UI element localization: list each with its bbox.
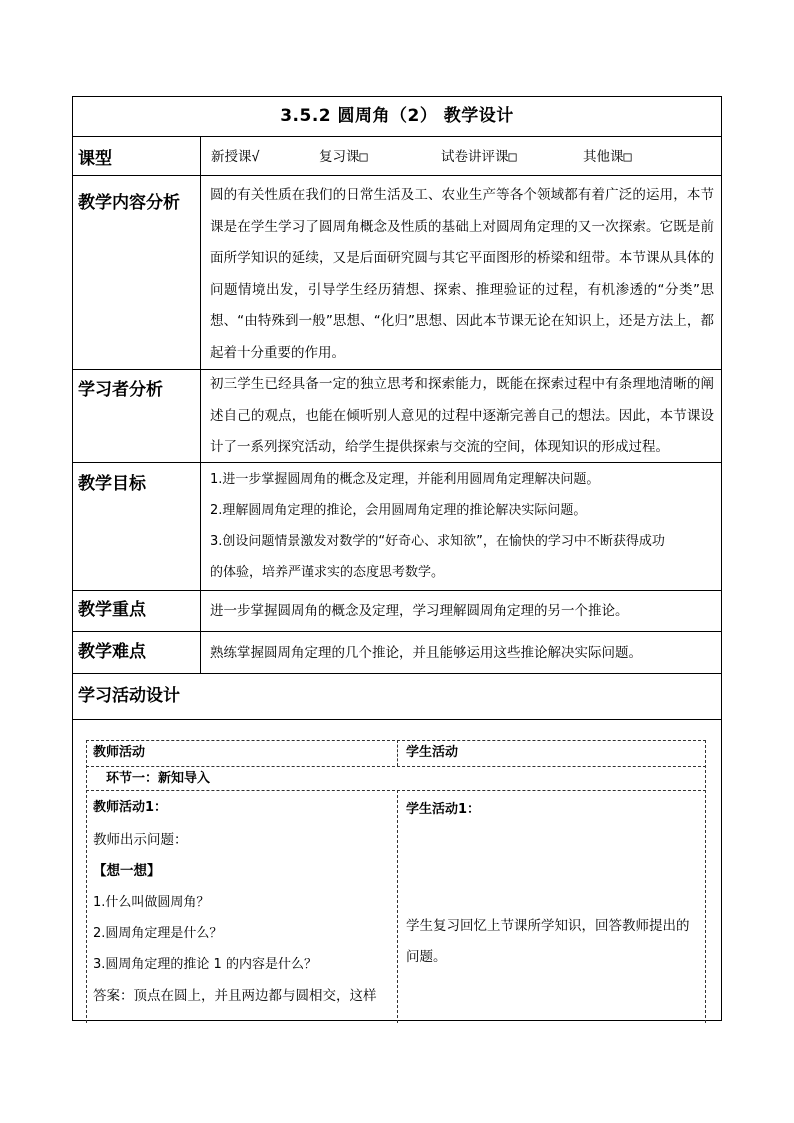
objective-item: 1.进一步掌握圆周角的概念及定理，并能利用圆周角定理解决问题。 — [210, 472, 600, 487]
row-divider — [72, 136, 722, 137]
course-type-option: 新授课√ — [211, 149, 260, 165]
question-item: 2.圆周角定理是什么？ — [93, 926, 223, 941]
course-type-option: 其他课□ — [583, 149, 632, 165]
objective-item: 3.创设问题情景激发对数学的“好奇心、求知欲”，在愉快的学习中不断获得成功 — [210, 534, 665, 549]
difficulties-text: 熟练掌握圆周角定理的几个推论，并且能够运用这些推论解决实际问题。 — [210, 645, 642, 661]
course-type-label: 课型 — [78, 149, 112, 169]
row-divider — [72, 719, 722, 720]
key-points-label: 教学重点 — [78, 600, 146, 620]
objective-item: 2.理解圆周角定理的推论，会用圆周角定理的推论解决实际问题。 — [210, 503, 587, 518]
row-divider — [72, 673, 722, 674]
student-activity-title: 学生活动1： — [406, 802, 481, 817]
think-heading: 【想一想】 — [93, 863, 161, 879]
column-divider — [200, 136, 201, 673]
row-divider — [72, 590, 722, 591]
learner-analysis-label: 学习者分析 — [78, 380, 163, 400]
key-points-text: 进一步掌握圆周角的概念及定理，学习理解圆周角定理的另一个推论。 — [210, 603, 629, 619]
difficulties-label: 教学难点 — [78, 642, 146, 662]
activity-row-divider — [86, 766, 706, 767]
content-analysis-text: 圆的有关性质在我们的日常生活及工、农业生产等各个领域都有着广泛的运用，本节课是在学生学习了圆周角概念及性质的基础上对圆周角定理的又一次探索。它既是前面所学知识的延续，又是后面研究圆与其它平面图形的桥梁和纽带。本节课从具体的问题情境出发，引导学生经历猜想、探索、推理验证的过程，有机渗透的“分类”思想、“由特殊到一般”思想、“化归”思想、因此本节课无论在知识上，还是方法上，都起着十分重要的作用。 — [210, 187, 714, 361]
student-activity-text: 学生复习回忆上节课所学知识，回答教师提出的 — [406, 918, 690, 934]
objective-item: 的体验，培养严谨求实的态度思考数学。 — [210, 565, 445, 580]
activity-row-divider — [86, 790, 706, 791]
answer-text: 答案：顶点在圆上，并且两边都与圆相交，这样 — [93, 988, 377, 1004]
activity-column-divider — [397, 790, 398, 1023]
row-divider — [72, 631, 722, 632]
teacher-activity-header: 教师活动 — [93, 745, 146, 760]
objectives-label: 教学目标 — [78, 474, 146, 494]
activity-design-label: 学习活动设计 — [78, 686, 180, 706]
question-item: 3.圆周角定理的推论 1 的内容是什么？ — [93, 957, 317, 972]
course-type-option: 复习课□ — [319, 149, 368, 165]
student-activity-text: 问题。 — [406, 949, 447, 965]
teacher-intro: 教师出示问题： — [93, 832, 188, 848]
course-type-option: 试卷讲评课□ — [441, 149, 517, 165]
question-item: 1.什么叫做圆周角？ — [93, 895, 210, 910]
document-title: 3.5.2 圆周角（2） 教学设计 — [280, 106, 514, 126]
row-divider — [72, 175, 722, 176]
content-analysis-label: 教学内容分析 — [78, 193, 180, 213]
student-activity-header: 学生活动 — [406, 745, 459, 760]
teacher-activity-title: 教师活动1： — [93, 800, 168, 815]
activity-column-divider — [397, 740, 398, 766]
learner-analysis-text: 初三学生已经具备一定的独立思考和探索能力，既能在探索过程中有条理地清晰的阐述自己的观点，也能在倾听别人意见的过程中逐渐完善自己的想法。因此，本节课设计了一系列探究活动，给学生提供探索与交流的空间，体现知识的形成过程。 — [210, 376, 714, 455]
section-title: 环节一：新知导入 — [106, 771, 211, 786]
